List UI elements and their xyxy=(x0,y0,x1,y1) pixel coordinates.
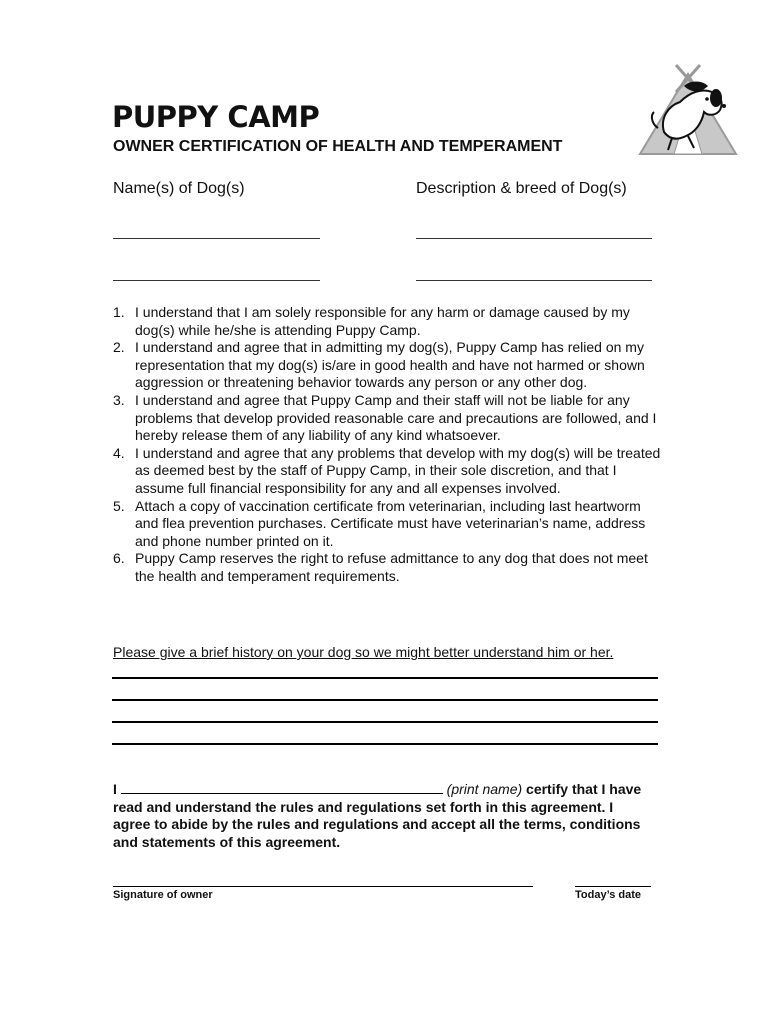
rules-list xyxy=(113,304,663,586)
rule-item xyxy=(113,445,663,498)
rule-number: 4. xyxy=(113,444,125,461)
history-prompt: Please give a brief history on your dog so we might better understand him or her. xyxy=(113,644,614,660)
form-subtitle: OWNER CERTIFICATION OF HEALTH AND TEMPERAMENT xyxy=(113,138,563,155)
date-label: Today’s date xyxy=(575,889,642,901)
dog-description-field-2[interactable] xyxy=(416,280,652,281)
dog-name-field-1[interactable] xyxy=(113,238,320,239)
history-line-4[interactable] xyxy=(112,743,658,745)
rule-text: I understand and agree that any problems that develop with my dog(s) will be treated as deemed best by the staff of Puppy Camp, in their sole discretion, and that I assume full financial responsibility for any and all expenses involved. xyxy=(135,444,661,496)
rule-number: 2. xyxy=(113,339,125,356)
puppy-tent-logo-icon xyxy=(636,62,740,156)
print-name-hint: (print name) xyxy=(446,781,523,797)
history-line-3[interactable] xyxy=(112,721,658,723)
certification-statement xyxy=(113,781,653,851)
dog-description-label: Description & breed of Dog(s) xyxy=(416,180,627,197)
owner-signature-field[interactable] xyxy=(113,886,533,887)
rule-item xyxy=(113,392,663,445)
history-line-2[interactable] xyxy=(112,699,658,701)
cert-prefix: I xyxy=(113,781,117,797)
rule-item xyxy=(113,498,663,551)
rule-item xyxy=(113,304,663,339)
rule-item xyxy=(113,339,663,392)
cert-text: certify that I have read and understand the rules and regulations set forth in this agreement. I agree to abide by the rules and regulations and accept all the terms, conditions and statements of this agreement. xyxy=(113,781,642,850)
rule-text: I understand and agree that in admitting my dog(s), Puppy Camp has relied on my representation that my dog(s) is/are in good health and have not harmed or shown aggression or threatening behavior towards any person or any other dog. xyxy=(135,339,645,391)
dog-names-label: Name(s) of Dog(s) xyxy=(113,180,245,197)
dog-name-field-2[interactable] xyxy=(113,280,320,281)
rule-number: 5. xyxy=(113,497,125,514)
rule-text: Puppy Camp reserves the right to refuse admittance to any dog that does not meet the health and temperament requirements. xyxy=(135,550,648,584)
owner-signature-label: Signature of owner xyxy=(113,889,213,901)
rule-number: 3. xyxy=(113,391,125,408)
rule-number: 1. xyxy=(113,304,125,320)
history-line-1[interactable] xyxy=(112,677,658,679)
rule-text: Attach a copy of vaccination certificate from veterinarian, including last heartworm and flea prevention purchases. Certificate must have veterinarian’s name, address and phone number printed on it. xyxy=(135,497,646,549)
date-field[interactable] xyxy=(575,886,651,887)
rule-item xyxy=(113,550,663,585)
print-name-field[interactable] xyxy=(121,781,443,794)
rule-text: I understand and agree that Puppy Camp and their staff will not be liable for any problems that develop provided reasonable care and precautions are followed, and I hereby release them of any liability of any kind whatsoever. xyxy=(135,391,657,444)
rule-number: 6. xyxy=(113,550,125,567)
page-title: PUPPY CAMP xyxy=(112,100,320,134)
dog-description-field-1[interactable] xyxy=(416,238,652,239)
rule-text: I understand that I am solely responsible for any harm or damage caused by my dog(s) while he/she is attending Puppy Camp. xyxy=(135,304,630,338)
